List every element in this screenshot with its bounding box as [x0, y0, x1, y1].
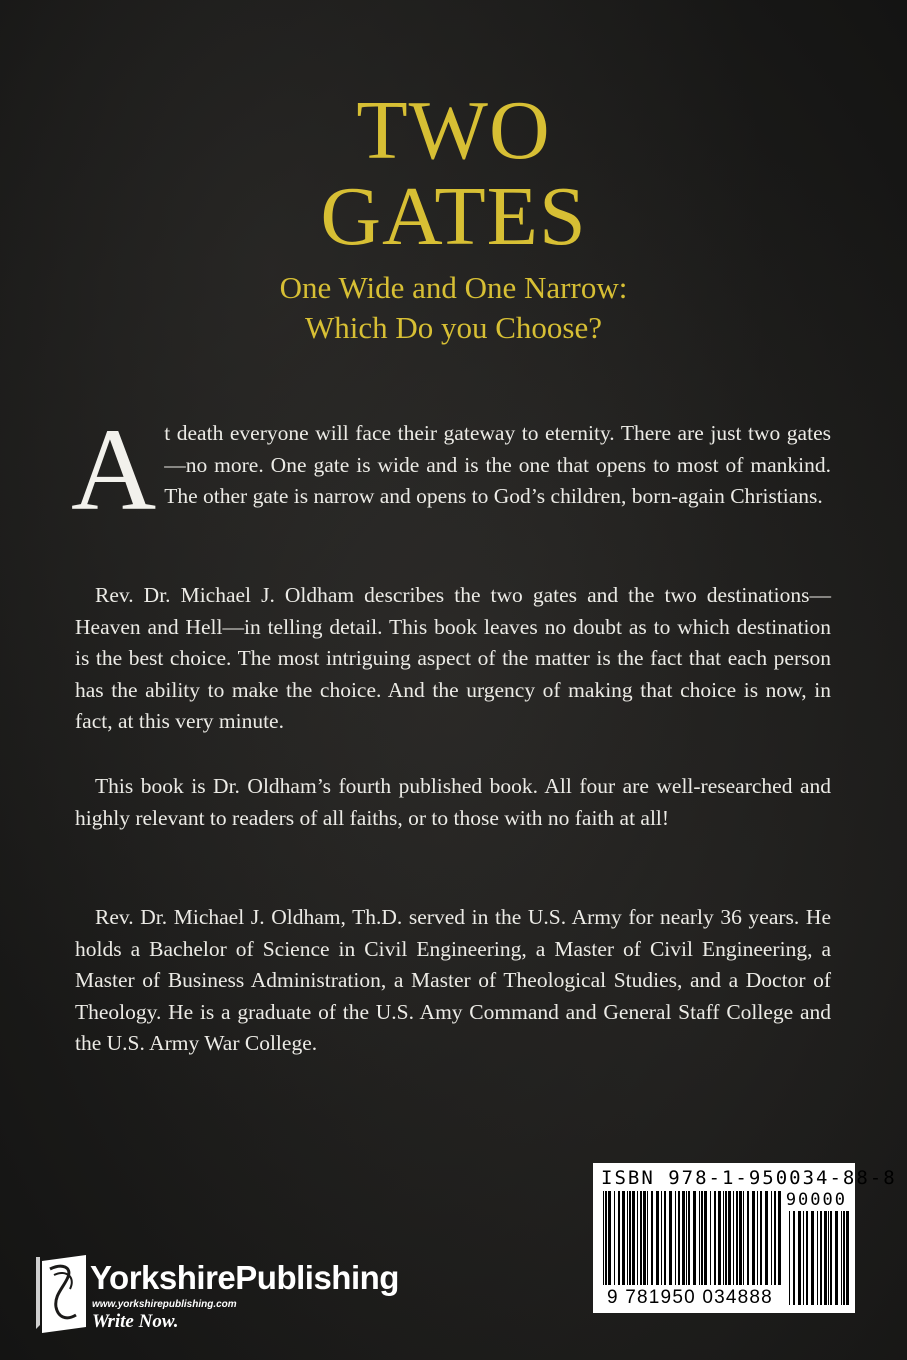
barcode-bar — [664, 1191, 666, 1285]
barcode-bar — [669, 1191, 672, 1285]
barcode-bar — [733, 1191, 734, 1285]
barcode-bar — [843, 1211, 845, 1305]
barcode-bar — [704, 1191, 707, 1285]
barcode-bar — [688, 1191, 690, 1285]
subtitle-line-1: One Wide and One Narrow: — [279, 270, 628, 305]
barcode-bar — [817, 1211, 818, 1305]
price-addon-code: 90000 — [785, 1190, 847, 1210]
barcode-bar — [699, 1191, 700, 1285]
drop-cap: A — [71, 404, 157, 535]
isbn-barcode — [593, 1163, 897, 1313]
barcode-bar — [778, 1191, 781, 1285]
barcode-bar — [789, 1211, 790, 1305]
books-paragraph: This book is Dr. Oldham’s fourth published book. All four are well-researched and highly relevant to readers of all faiths, or to those with no faith at all! — [75, 774, 831, 830]
publisher-url: www.yorkshirepublishing.com — [92, 1299, 237, 1310]
barcode-bar — [678, 1191, 680, 1285]
publisher-logo — [32, 1255, 452, 1335]
barcode-bar — [605, 1191, 607, 1285]
barcode-bar — [747, 1191, 749, 1285]
title-line-1: TWO — [356, 84, 551, 177]
barcode-bar — [723, 1191, 724, 1285]
barcode-bar — [629, 1191, 631, 1285]
barcode-bar — [618, 1191, 620, 1285]
barcode-bar — [760, 1191, 762, 1285]
title-line-2: GATES — [320, 170, 587, 263]
publisher-emblem-icon — [32, 1255, 88, 1333]
isbn-label: ISBN 978-1-950034-88-8 — [601, 1167, 897, 1189]
barcode-bar — [806, 1211, 808, 1305]
barcode-bar — [637, 1191, 638, 1285]
barcode-bar — [608, 1191, 611, 1285]
barcode-bar — [632, 1191, 635, 1285]
barcode-bar — [614, 1191, 615, 1285]
barcode-bar — [752, 1191, 755, 1285]
barcode-bar — [675, 1191, 676, 1285]
barcode-bar — [835, 1211, 838, 1305]
barcode-bar — [757, 1191, 758, 1285]
barcode-bar — [627, 1191, 628, 1285]
barcode-bar — [846, 1211, 849, 1305]
barcode-bar — [765, 1191, 768, 1285]
barcode-bar — [701, 1191, 703, 1285]
barcode-bar — [828, 1211, 829, 1305]
barcode-bar — [811, 1211, 814, 1305]
publisher-name: YorkshirePublishing — [90, 1259, 399, 1296]
author-bio-paragraph: Rev. Dr. Michael J. Oldham, Th.D. served in the U.S. Army for nearly 36 years. He holds a Bachelor of Science in Civil Engineering, a Master of Civil Engineering, a Master of Business Administration, a Master of Theological Studies, and a Doctor of Theology. He is a graduate of the U.S. Amy Command and General Staff College and the U.S. Army War College. — [75, 905, 831, 1055]
barcode-bar — [714, 1191, 716, 1285]
barcode-bar — [743, 1191, 744, 1285]
barcode-bar — [622, 1191, 625, 1285]
ean-digits: 9 781950 034888 — [607, 1287, 773, 1308]
barcode-bar — [643, 1191, 646, 1285]
barcode-bar — [686, 1191, 687, 1285]
barcode-bar — [640, 1191, 642, 1285]
description-paragraph: Rev. Dr. Michael J. Oldham describes the two gates and the two destinations—Heaven and Hell—in telling detail. This book leaves no doubt as to which destination is the best choice. The most intriguing aspect of the matter is the fact that each person has the ability to make the choice. And the urgency of making that choice is now, in fact, at this very minute. — [75, 583, 831, 733]
book-subtitle — [0, 268, 907, 348]
barcode-bar — [693, 1191, 696, 1285]
barcode-bar — [841, 1211, 842, 1305]
barcode-bar — [651, 1191, 653, 1285]
barcode-bar — [793, 1211, 795, 1305]
barcode-bar — [728, 1191, 731, 1285]
barcode-bar — [798, 1211, 801, 1305]
barcode-bar — [661, 1191, 662, 1285]
book-title — [0, 84, 907, 263]
barcode-bar — [736, 1191, 738, 1285]
barcode-bar — [656, 1191, 659, 1285]
subtitle-line-2: Which Do you Choose? — [304, 310, 603, 345]
publisher-tagline: Write Now. — [92, 1311, 179, 1332]
barcode-bar — [820, 1211, 822, 1305]
barcode-bar — [830, 1211, 832, 1305]
intro-paragraph-text: t death everyone will face their gateway to eternity. There are just two gates—no more. One gate is wide and is the one that opens to most of mankind. The other gate is narrow and opens to God’s children, born-again Christians. — [164, 421, 831, 508]
barcode-bar — [647, 1191, 648, 1285]
barcode-bar — [774, 1191, 776, 1285]
intro-paragraph — [71, 404, 831, 535]
barcode-bar — [824, 1211, 827, 1305]
barcode-bar — [771, 1191, 772, 1285]
barcode-bar — [710, 1191, 711, 1285]
barcode-bar — [739, 1191, 742, 1285]
barcode-bar — [725, 1191, 727, 1285]
barcode-bar — [803, 1211, 804, 1305]
barcode-bar — [718, 1191, 721, 1285]
barcode-bar — [603, 1191, 604, 1285]
barcode-bar — [682, 1191, 685, 1285]
